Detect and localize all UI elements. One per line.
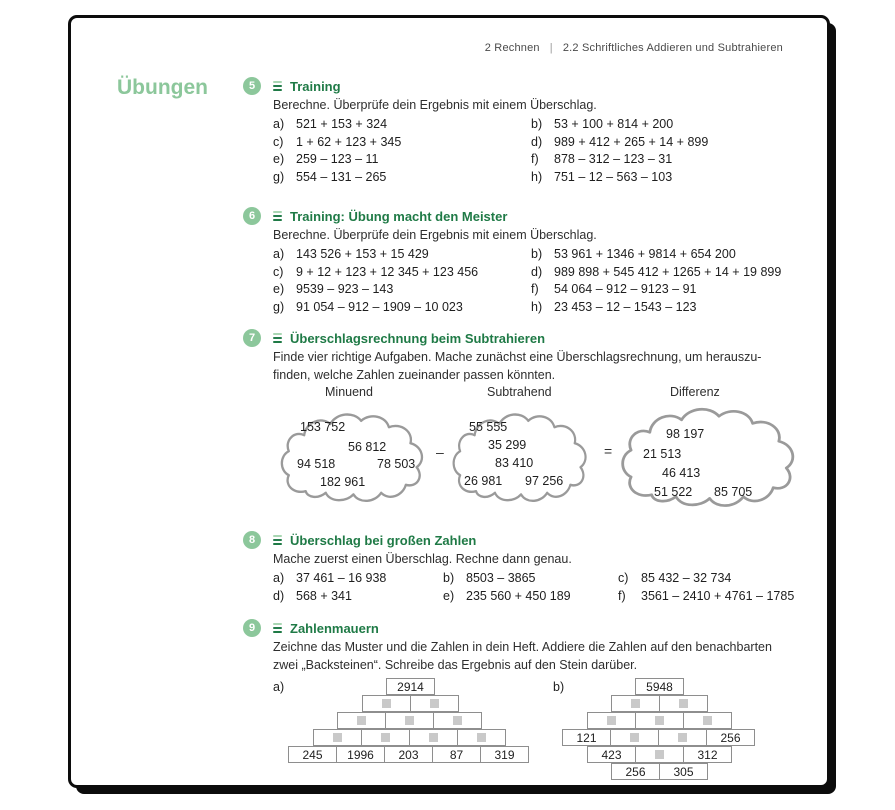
brick-empty — [635, 746, 684, 763]
wall-row — [337, 712, 482, 729]
differenz-value: 51 522 — [654, 485, 693, 499]
brick-value: 5948 — [635, 678, 684, 695]
subtrahend-value: 35 299 — [488, 438, 527, 452]
task-item: h) 23 453 – 12 – 1543 – 123 — [531, 299, 697, 314]
brick-value: 312 — [683, 746, 732, 763]
brick-empty — [683, 712, 732, 729]
empty-placeholder — [630, 733, 639, 742]
exercise-5 — [248, 78, 858, 186]
exercise-intro-line2: zwei „Backsteinen“. Schreibe das Ergebnis auf den Stein darüber. — [273, 657, 638, 672]
empty-placeholder — [703, 716, 712, 725]
task-list-icon — [273, 535, 282, 545]
minuend-value: 182 961 — [320, 475, 366, 489]
minuend-value: 94 518 — [297, 457, 336, 471]
empty-placeholder — [631, 699, 640, 708]
wall-row — [313, 729, 506, 746]
task-item: a) 143 526 + 153 + 15 429 — [273, 247, 429, 262]
wall-row — [587, 712, 732, 729]
subtrahend-value: 26 981 — [464, 474, 503, 488]
task-item: g) 91 054 – 912 – 1909 – 10 023 — [273, 299, 463, 314]
differenz-cloud — [618, 402, 805, 518]
brick-empty — [659, 695, 708, 712]
brick-value: 87 — [432, 746, 481, 763]
empty-placeholder — [429, 733, 438, 742]
column-label-minuend: Minuend — [325, 385, 373, 399]
brick-empty — [635, 712, 684, 729]
section-label: 2.2 Schriftliches Addieren und Subtrahieren — [562, 42, 783, 54]
minuend-value: 78 503 — [377, 457, 416, 471]
exercise-intro: Berechne. Überprüfe dein Ergebnis mit einem Überschlag. — [273, 98, 597, 112]
empty-placeholder — [405, 716, 414, 725]
subtrahend-value: 83 410 — [495, 456, 534, 470]
task-item: b) 53 961 + 1346 + 9814 + 654 200 — [531, 247, 736, 262]
differenz-value: 85 705 — [714, 485, 753, 499]
task-item: e) 259 – 123 – 11 — [273, 152, 379, 167]
brick-empty — [433, 712, 482, 729]
brick-value: 1996 — [336, 746, 385, 763]
brick-value: 121 — [562, 729, 611, 746]
chapter-label: 2 Rechnen — [484, 42, 540, 54]
brick-empty — [362, 695, 411, 712]
wall-row — [587, 746, 732, 763]
header-divider: | — [549, 42, 553, 54]
brick-empty — [410, 695, 459, 712]
minuend-cloud — [278, 408, 432, 512]
task-list-icon — [273, 623, 282, 633]
exercise-number-badge: 8 — [243, 531, 261, 549]
exercise-number-badge: 7 — [243, 329, 261, 347]
task-item: d) 568 + 341 — [273, 588, 352, 603]
brick-empty — [587, 712, 636, 729]
exercise-6 — [248, 208, 858, 316]
exercise-number-badge: 6 — [243, 207, 261, 225]
brick-value: 319 — [480, 746, 529, 763]
wall-row — [386, 678, 435, 695]
task-item: c) 1 + 62 + 123 + 345 — [273, 134, 402, 149]
brick-empty — [611, 695, 660, 712]
exercise-7 — [248, 330, 858, 536]
column-label-differenz: Differenz — [670, 385, 720, 399]
task-list-icon — [273, 333, 282, 343]
equals-operator: = — [604, 443, 613, 459]
task-item: a) 521 + 153 + 324 — [273, 117, 388, 132]
brick-value: 203 — [384, 746, 433, 763]
task-item: e) 9539 – 923 – 143 — [273, 282, 394, 297]
task-item: f) 878 – 312 – 123 – 31 — [531, 152, 673, 167]
task-list-icon — [273, 211, 282, 221]
subtrahend-value: 55 555 — [469, 420, 508, 434]
brick-empty — [361, 729, 410, 746]
pyramid-a-label: a) — [273, 680, 285, 694]
exercise-intro-line2: finden, welche Zahlen zueinander passen könnten. — [273, 367, 556, 382]
brick-value: 305 — [659, 763, 708, 780]
task-item: c) 9 + 12 + 123 + 12 345 + 123 456 — [273, 264, 479, 279]
margin-label-uebungen: Übungen — [117, 76, 208, 99]
subtrahend-value: 97 256 — [525, 474, 564, 488]
wall-row — [362, 695, 459, 712]
exercise-intro-line1: Finde vier richtige Aufgaben. Mache zunächst eine Überschlagsrechnung, um herauszu- — [273, 350, 762, 364]
task-item: d) 989 898 + 545 412 + 1265 + 14 + 19 899 — [531, 264, 782, 279]
empty-placeholder — [430, 699, 439, 708]
exercise-intro-line1: Zeichne das Muster und die Zahlen in dein Heft. Addiere die Zahlen auf den benachbarten — [273, 640, 772, 654]
brick-value: 256 — [611, 763, 660, 780]
minuend-value: 153 752 — [300, 420, 346, 434]
brick-value: 256 — [706, 729, 755, 746]
task-item: b) 53 + 100 + 814 + 200 — [531, 117, 674, 132]
task-list-icon — [273, 81, 282, 91]
empty-placeholder — [678, 733, 687, 742]
exercise-intro: Berechne. Überprüfe dein Ergebnis mit einem Überschlag. — [273, 228, 597, 242]
differenz-value: 46 413 — [662, 466, 701, 480]
wall-row — [635, 678, 684, 695]
brick-empty — [337, 712, 386, 729]
empty-placeholder — [655, 750, 664, 759]
brick-value: 2914 — [386, 678, 435, 695]
exercise-9 — [248, 620, 858, 780]
brick-empty — [457, 729, 506, 746]
differenz-value: 21 513 — [643, 447, 682, 461]
empty-placeholder — [477, 733, 486, 742]
task-item: a) 37 461 – 16 938 — [273, 571, 387, 586]
exercise-8 — [248, 532, 858, 605]
exercise-number-badge: 5 — [243, 77, 261, 95]
empty-placeholder — [679, 699, 688, 708]
exercise-intro: Mache zuerst einen Überschlag. Rechne dann genau. — [273, 552, 572, 566]
differenz-value: 98 197 — [666, 427, 705, 441]
exercise-title: Überschlag bei großen Zahlen — [290, 532, 477, 548]
task-item: d) 989 + 412 + 265 + 14 + 899 — [531, 134, 709, 149]
exercise-title: Überschlagsrechnung beim Subtrahieren — [290, 330, 546, 346]
task-item: h) 751 – 12 – 563 – 103 — [531, 169, 673, 184]
task-list — [273, 570, 858, 605]
brick-empty — [409, 729, 458, 746]
exercise-number-badge: 9 — [243, 619, 261, 637]
task-item: b) 8503 – 3865 — [443, 571, 536, 586]
brick-empty — [385, 712, 434, 729]
wall-row — [288, 746, 529, 763]
brick-value: 245 — [288, 746, 337, 763]
exercise-title: Training — [290, 78, 341, 94]
empty-placeholder — [607, 716, 616, 725]
book-page — [68, 15, 830, 788]
column-label-subtrahend: Subtrahend — [487, 385, 552, 399]
task-list — [273, 246, 858, 316]
minuend-value: 56 812 — [348, 440, 387, 454]
running-head — [485, 42, 783, 54]
empty-placeholder — [333, 733, 342, 742]
exercise-title: Zahlenmauern — [290, 620, 379, 636]
exercise-title: Training: Übung macht den Meister — [290, 208, 508, 224]
empty-placeholder — [655, 716, 664, 725]
brick-empty — [313, 729, 362, 746]
pyramid-b-label: b) — [553, 680, 565, 694]
task-item: e) 235 560 + 450 189 — [443, 588, 571, 603]
wall-row — [611, 695, 708, 712]
minus-operator: – — [436, 444, 444, 460]
task-item: f) 3561 – 2410 + 4761 – 1785 — [618, 588, 795, 603]
brick-value: 423 — [587, 746, 636, 763]
wall-row — [562, 729, 755, 746]
wall-row — [611, 763, 708, 780]
empty-placeholder — [381, 733, 390, 742]
brick-empty — [658, 729, 707, 746]
task-item: c) 85 432 – 32 734 — [618, 571, 732, 586]
empty-placeholder — [382, 699, 391, 708]
task-item: g) 554 – 131 – 265 — [273, 169, 387, 184]
empty-placeholder — [357, 716, 366, 725]
task-list — [273, 116, 858, 186]
empty-placeholder — [453, 716, 462, 725]
subtrahend-cloud — [450, 408, 595, 512]
brick-empty — [610, 729, 659, 746]
task-item: f) 54 064 – 912 – 9123 – 91 — [531, 282, 697, 297]
